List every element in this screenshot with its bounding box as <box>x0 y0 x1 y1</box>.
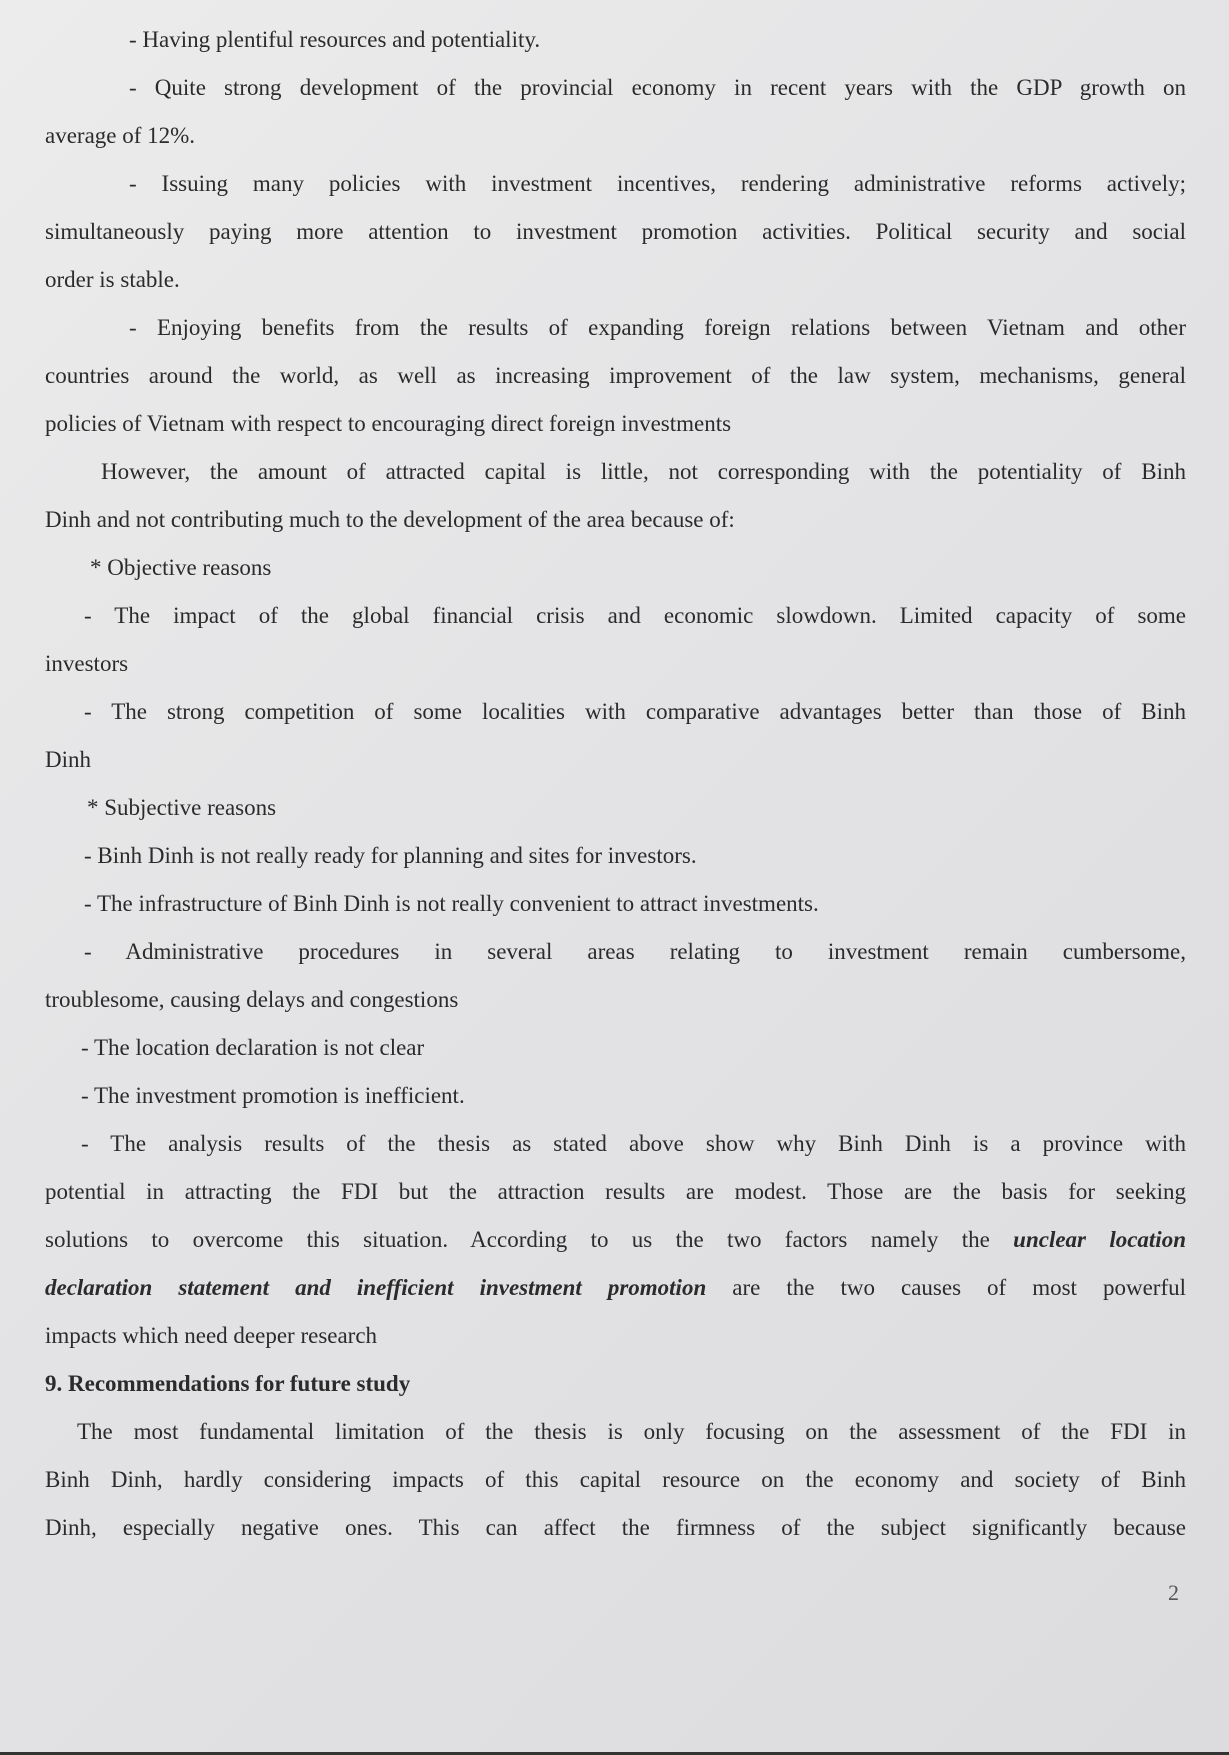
line-text: - The analysis results of the thesis as stated above show why Binh Dinh is a province with <box>81 1131 1186 1156</box>
line-text: * Objective reasons <box>90 555 272 580</box>
line-text: countries around the world, as well as increasing improvement of the law system, mechanisms, general <box>45 363 1186 388</box>
line-text: - The location declaration is not clear <box>81 1035 425 1060</box>
emphasis-text: declaration statement and inefficient investment promotion <box>45 1275 707 1300</box>
text-line <box>45 790 1186 838</box>
line-text: - Quite strong development of the provincial economy in recent years with the GDP growth on <box>129 75 1186 100</box>
text-line <box>45 982 1186 1030</box>
text-line <box>45 1126 1186 1174</box>
line-text: policies of Vietnam with respect to encouraging direct foreign investments <box>45 411 732 436</box>
line-text: - The impact of the global financial crisis and economic slowdown. Limited capacity of some <box>84 603 1186 628</box>
text-line <box>45 358 1186 406</box>
line-text: potential in attracting the FDI but the attraction results are modest. Those are the basis for seeking <box>45 1179 1186 1204</box>
line-text: investors <box>45 651 129 676</box>
document-body <box>45 22 1186 1558</box>
text-line <box>45 1414 1186 1462</box>
text-line <box>45 1078 1186 1126</box>
text-line <box>45 886 1186 934</box>
line-text: Binh Dinh, hardly considering impacts of this capital resource on the economy and society of Binh <box>45 1467 1186 1492</box>
line-text: Dinh, especially negative ones. This can affect the firmness of the subject significantly because <box>45 1515 1186 1540</box>
text-line <box>45 1222 1186 1270</box>
text-line <box>45 502 1186 550</box>
page-number: 2 <box>1168 1580 1179 1605</box>
text-line <box>45 1270 1186 1318</box>
section-heading <box>45 1366 1186 1414</box>
text-line <box>45 166 1186 214</box>
text-line <box>45 214 1186 262</box>
line-text: - The investment promotion is inefficient. <box>81 1083 465 1108</box>
line-text: - Enjoying benefits from the results of expanding foreign relations between Vietnam and other <box>129 315 1186 340</box>
line-text: solutions to overcome this situation. According to us the two factors namely the <box>45 1227 1014 1252</box>
text-line <box>45 838 1186 886</box>
text-line <box>45 694 1186 742</box>
text-line <box>45 646 1186 694</box>
text-line <box>45 550 1186 598</box>
text-line <box>45 262 1186 310</box>
line-text: 9. Recommendations for future study <box>45 1371 411 1396</box>
line-text: - The infrastructure of Binh Dinh is not really convenient to attract investments. <box>84 891 819 916</box>
line-text: impacts which need deeper research <box>45 1323 378 1348</box>
text-line <box>45 406 1186 454</box>
line-text: However, the amount of attracted capital is little, not corresponding with the potentiality of Binh <box>101 459 1186 484</box>
text-line <box>45 598 1186 646</box>
line-text: average of 12%. <box>45 123 196 148</box>
line-text: order is stable. <box>45 267 180 292</box>
line-text: - Having plentiful resources and potentiality. <box>129 27 541 52</box>
text-line <box>45 118 1186 166</box>
line-text: - The strong competition of some localities with comparative advantages better than those of Binh <box>84 699 1186 724</box>
text-line <box>45 1510 1186 1558</box>
text-line <box>45 22 1186 70</box>
line-text: are the two causes of most powerful <box>706 1275 1186 1300</box>
text-line <box>45 742 1186 790</box>
line-text: troublesome, causing delays and congestions <box>45 987 459 1012</box>
emphasis-text: unclear location <box>1013 1227 1186 1252</box>
text-line <box>45 310 1186 358</box>
line-text: * Subjective reasons <box>87 795 277 820</box>
text-line <box>45 1318 1186 1366</box>
line-text: - Issuing many policies with investment incentives, rendering administrative reforms actively; <box>129 171 1186 196</box>
text-line <box>45 70 1186 118</box>
line-text: Dinh <box>45 747 91 772</box>
text-line <box>45 1030 1186 1078</box>
text-line <box>45 454 1186 502</box>
line-text: The most fundamental limitation of the thesis is only focusing on the assessment of the FDI in <box>77 1419 1186 1444</box>
text-line <box>45 934 1186 982</box>
text-line <box>45 1462 1186 1510</box>
line-text: - Binh Dinh is not really ready for planning and sites for investors. <box>84 843 697 868</box>
line-text: simultaneously paying more attention to investment promotion activities. Political security and social <box>45 219 1186 244</box>
line-text: - Administrative procedures in several areas relating to investment remain cumbersome, <box>84 939 1186 964</box>
text-line <box>45 1174 1186 1222</box>
line-text: Dinh and not contributing much to the development of the area because of: <box>45 507 735 532</box>
